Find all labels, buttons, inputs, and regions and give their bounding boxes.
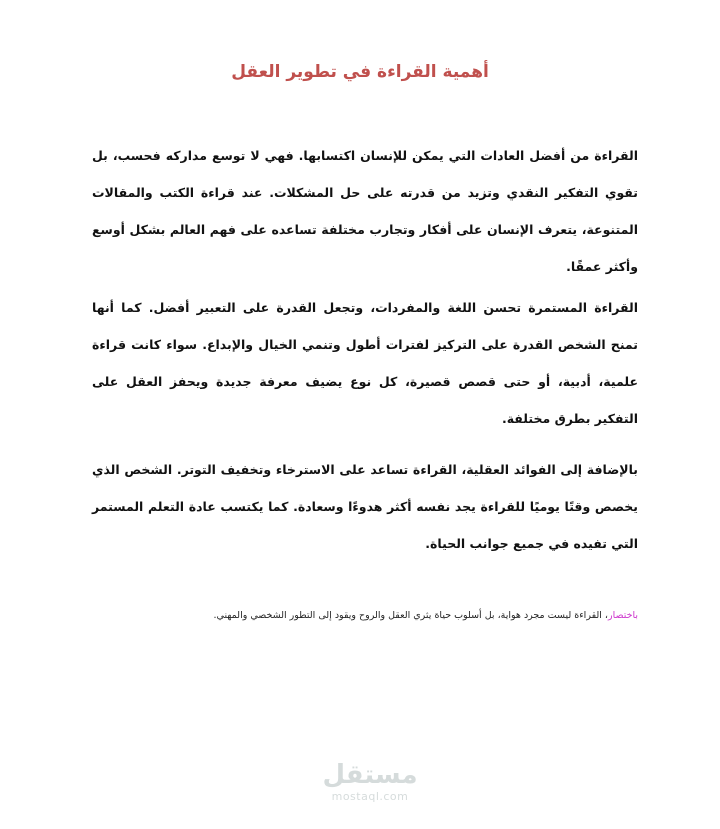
document-title: أهمية القراءة في تطوير العقل [231, 62, 489, 82]
paragraph-1: القراءة من أفضل العادات التي يمكن للإنسان اكتسابها. فهي لا توسع مداركه فحسب، بل تقوي التفكير النقدي وتزيد من قدرته على حل المشكلات. عند قراءة الكتب والمقالات المتنوعة، يتعرف الإنسان على أفكار وتجارب مختلفة تساعده على فهم العالم بشكل أوسع وأكثر عمقًا. [92, 148, 638, 274]
summary-line [140, 606, 638, 626]
paragraph-2: القراءة المستمرة تحسن اللغة والمفردات، وتجعل القدرة على التعبير أفضل. كما أنها تمنح الشخص القدرة على التركيز لفترات أطول وتنمي الخيال والإبداع. سواء كانت قراءة علمية، أدبية، أو حتى قصص قصيرة، كل نوع يضيف معرفة جديدة ويحفز العقل على التفكير بطرق مختلفة. [92, 300, 638, 426]
summary-text: ، القراءة ليست مجرد هواية، بل أسلوب حياة يثري العقل والروح ويقود إلى التطور الشخصي والمهني. [213, 610, 608, 621]
summary-lead: باختصار [608, 610, 638, 621]
watermark-domain: mostaql.com [331, 790, 409, 803]
mostaql-watermark [300, 760, 440, 803]
paragraph-3: بالإضافة إلى الفوائد العقلية، القراءة تساعد على الاسترخاء وتخفيف التوتر. الشخص الذي يخصص وقتًا يوميًا للقراءة يجد نفسه أكثر هدوءًا وسعادة. كما يكتسب عادة التعلم المستمر التي تفيده في جميع جوانب الحياة. [92, 462, 638, 551]
watermark-logo: مستقل [322, 760, 418, 790]
